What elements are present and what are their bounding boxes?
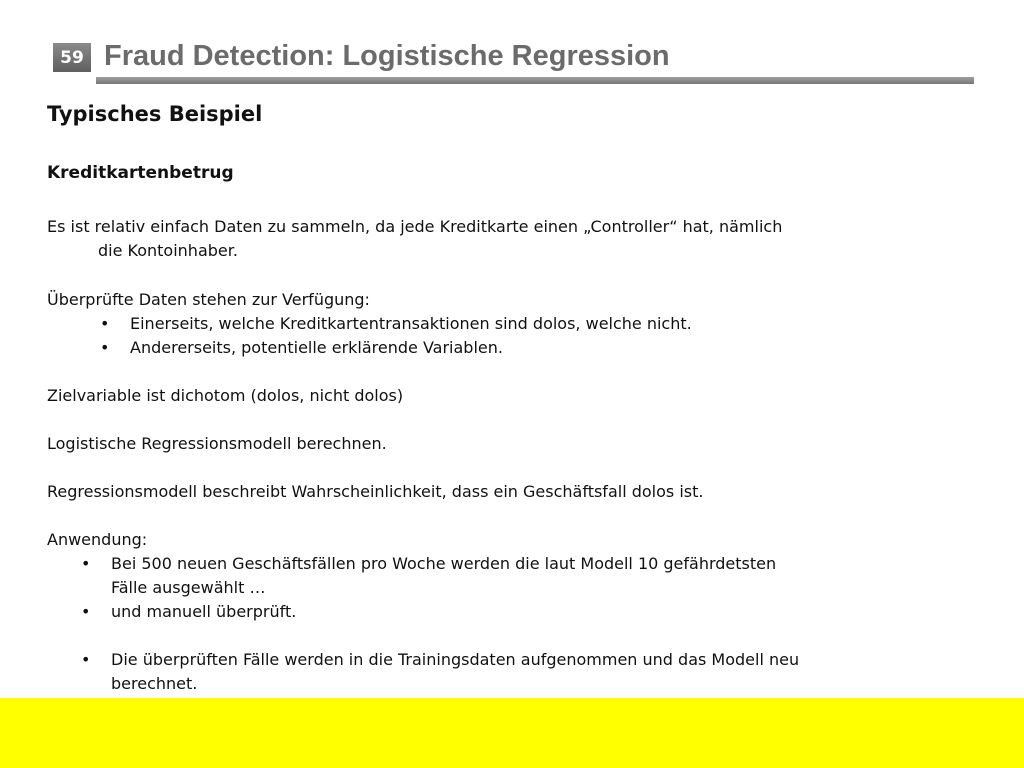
bullet-marker: • (100, 314, 110, 333)
title-underline (96, 77, 974, 84)
paragraph-compute-model: Logistische Regressionsmodell berechnen. (47, 434, 387, 453)
list-item-line1: Die überprüften Fälle werden in die Trainingsdaten aufgenommen und das Modell neu (111, 650, 800, 669)
paragraph-data-available: Überprüfte Daten stehen zur Verfügung: (47, 290, 370, 309)
section-subheading: Kreditkartenbetrug (47, 163, 234, 183)
list-item: und manuell überprüft. (111, 602, 297, 621)
paragraph-target-variable: Zielvariable ist dichotom (dolos, nicht dolos) (47, 386, 404, 405)
slide-number-badge: 59 (53, 43, 91, 72)
list-item-line2: Fälle ausgewählt … (111, 578, 266, 597)
footer-bar (0, 698, 1024, 768)
bullet-marker: • (81, 554, 91, 573)
paragraph-model-description: Regressionsmodell beschreibt Wahrscheinlichkeit, dass ein Geschäftsfall dolos ist. (47, 482, 704, 501)
list-item: Einerseits, welche Kreditkartentransaktionen sind dolos, welche nicht. (130, 314, 692, 333)
paragraph-intro-line1: Es ist relativ einfach Daten zu sammeln, da jede Kreditkarte einen „Controller“ hat, nämlich (47, 217, 783, 236)
list-item-line2: berechnet. (111, 674, 198, 693)
bullet-marker: • (81, 602, 91, 621)
slide-title: Fraud Detection: Logistische Regression (104, 40, 670, 72)
list-item-line1: Bei 500 neuen Geschäftsfällen pro Woche werden die laut Modell 10 gefährdetsten (111, 554, 777, 573)
section-heading: Typisches Beispiel (47, 102, 263, 126)
bullet-marker: • (100, 338, 110, 357)
bullet-marker: • (81, 650, 91, 669)
list-item: Andererseits, potentielle erklärende Variablen. (130, 338, 503, 357)
paragraph-application: Anwendung: (47, 530, 148, 549)
paragraph-intro-line2: die Kontoinhaber. (98, 241, 238, 260)
